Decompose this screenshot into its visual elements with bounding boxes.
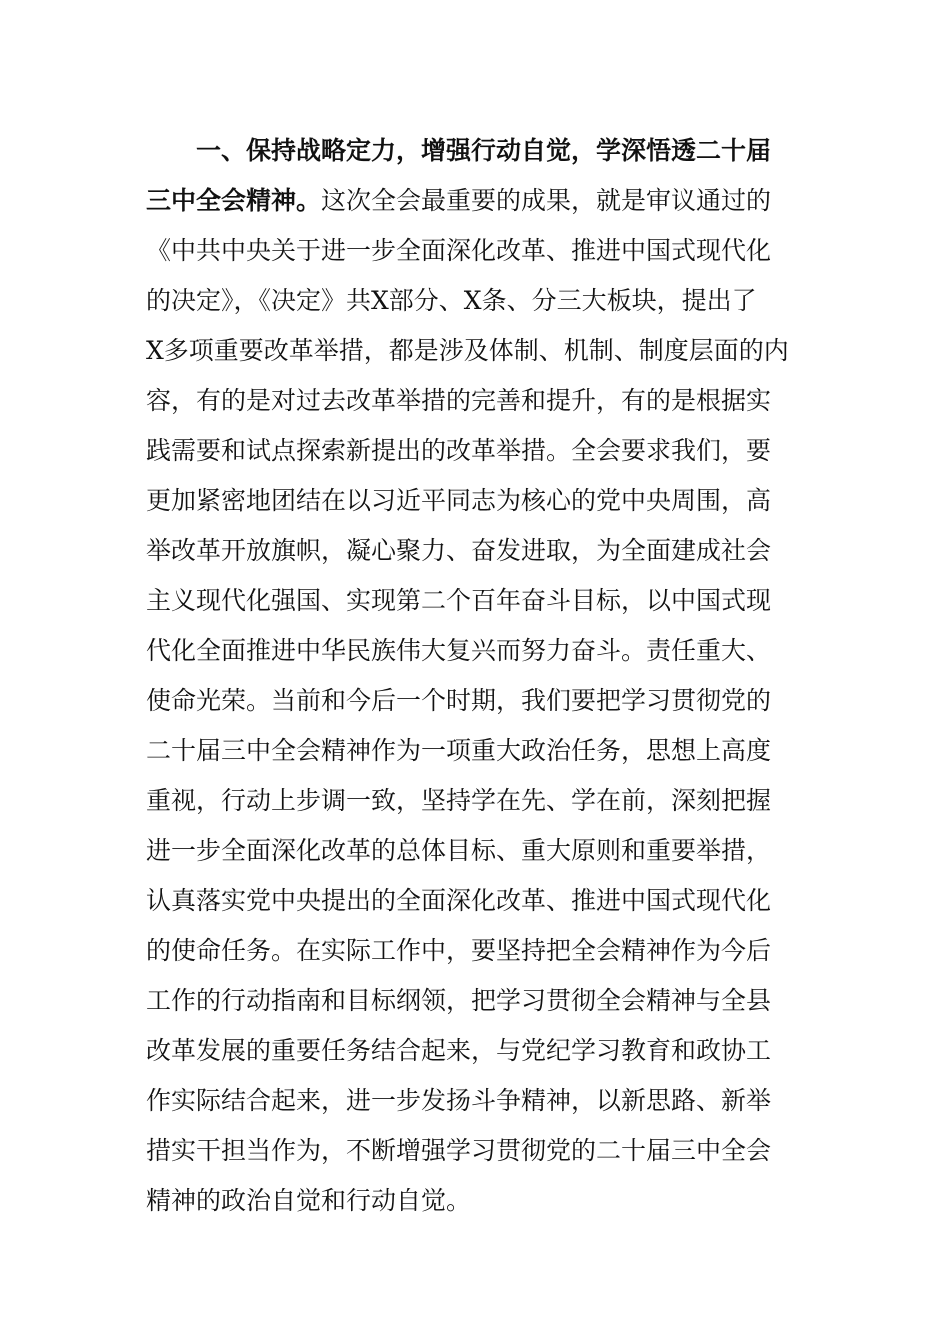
text-line — [146, 176, 806, 226]
text-line: 工作的行动指南和目标纲领，把学习贯彻全会精神与全县 — [146, 986, 772, 1015]
text-line: 精神的政治自觉和行动自觉。 — [146, 1186, 472, 1215]
text-line: 二十届三中全会精神作为一项重大政治任务，思想上高度 — [146, 736, 772, 765]
text-line: 践需要和试点探索新提出的改革举措。全会要求我们，要 — [146, 436, 772, 465]
body-paragraph — [146, 126, 806, 1226]
text-line: 进一步全面深化改革的总体目标、重大原则和重要举措， — [146, 836, 772, 865]
paragraph-heading-line — [146, 126, 806, 176]
paragraph-heading-part1: 一、保持战略定力，增强行动自觉，学深悟透二十届 — [196, 136, 772, 165]
text-line: 举改革开放旗帜，凝心聚力、奋发进取，为全面建成社会 — [146, 536, 772, 565]
text-line: 主义现代化强国、实现第二个百年奋斗目标，以中国式现 — [146, 586, 772, 615]
text-line: 改革发展的重要任务结合起来，与党纪学习教育和政协工 — [146, 1036, 772, 1065]
text-line: 《中共中央关于进一步全面深化改革、推进中国式现代化 — [146, 236, 772, 265]
text-line: 的使命任务。在实际工作中，要坚持把全会精神作为今后 — [146, 936, 772, 965]
text-line: X多项重要改革举措，都是涉及体制、机制、制度层面的内 — [146, 336, 789, 365]
text-line-content: 这次全会最重要的成果，就是审议通过的 — [321, 186, 772, 215]
text-line: 认真落实党中央提出的全面深化改革、推进中国式现代化 — [146, 886, 772, 915]
text-line: 代化全面推进中华民族伟大复兴而努力奋斗。责任重大、 — [146, 636, 772, 665]
text-line: 容，有的是对过去改革举措的完善和提升，有的是根据实 — [146, 386, 772, 415]
text-line: 更加紧密地团结在以习近平同志为核心的党中央周围，高 — [146, 486, 772, 515]
text-line: 使命光荣。当前和今后一个时期，我们要把学习贯彻党的 — [146, 686, 772, 715]
text-line: 措实干担当作为，不断增强学习贯彻党的二十届三中全会 — [146, 1136, 772, 1165]
text-line: 的决定》，《决定》共X部分、X条、分三大板块，提出了 — [146, 286, 757, 315]
text-line: 作实际结合起来，进一步发扬斗争精神，以新思路、新举 — [146, 1086, 772, 1115]
paragraph-heading-part2: 三中全会精神。 — [146, 186, 322, 215]
text-line: 重视，行动上步调一致，坚持学在先、学在前，深刻把握 — [146, 786, 772, 815]
